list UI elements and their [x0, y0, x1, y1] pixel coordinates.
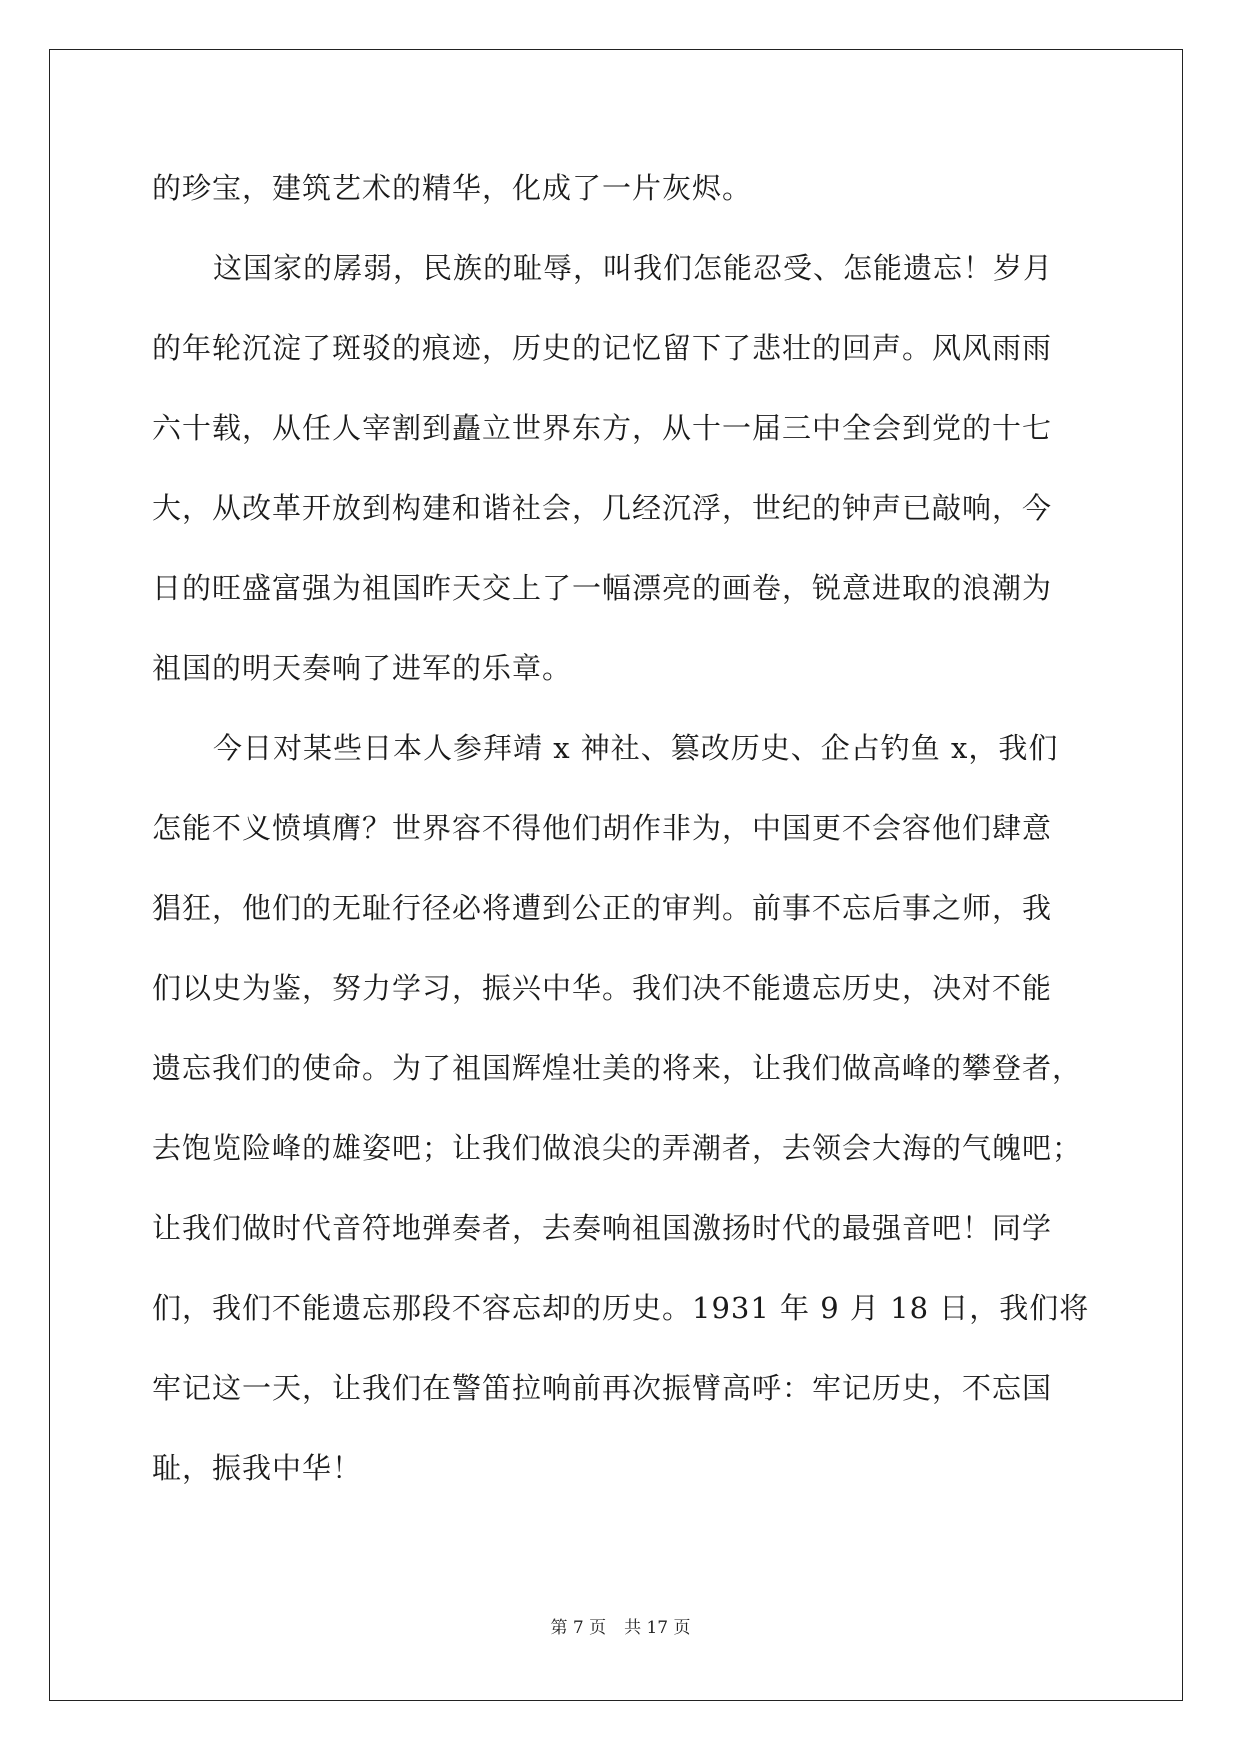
text-line: 这国家的孱弱，民族的耻辱，叫我们怎能忍受、怎能遗忘！岁月 [213, 251, 1054, 285]
text-line: 让我们做时代音符地弹奏者，去奏响祖国激扬时代的最强音吧！同学 [152, 1211, 1053, 1245]
page-total: 共 17 页 [624, 1618, 691, 1638]
text-line: 的年轮沉淀了斑驳的痕迹，历史的记忆留下了悲壮的回声。风风雨雨 [152, 331, 1053, 365]
text-line: 今日对某些日本人参拜靖 x 神社、篡改历史、企占钓鱼 x，我们 [213, 731, 1059, 765]
text-line: 遗忘我们的使命。为了祖国辉煌壮美的将来，让我们做高峰的攀登者， [152, 1051, 1083, 1085]
text-line: 大，从改革开放到构建和谐社会，几经沉浮，世纪的钟声已敲响，今 [152, 491, 1053, 525]
text-line: 猖狂，他们的无耻行径必将遭到公正的审判。前事不忘后事之师，我 [152, 891, 1053, 925]
text-line: 们，我们不能遗忘那段不容忘却的历史。1931 年 9 月 18 日，我们将 [152, 1291, 1090, 1325]
text-line: 祖国的明天奏响了进军的乐章。 [152, 651, 573, 685]
text-line: 牢记这一天，让我们在警笛拉响前再次振臂高呼：牢记历史，不忘国 [152, 1371, 1053, 1405]
document-body [152, 158, 1092, 1518]
text-line: 怎能不义愤填膺？世界容不得他们胡作非为，中国更不会容他们肆意 [152, 811, 1053, 845]
text-line: 耻，振我中华！ [152, 1451, 363, 1485]
page-footer [0, 1617, 1241, 1639]
text-line: 六十载，从任人宰割到矗立世界东方，从十一届三中全会到党的十七 [152, 411, 1053, 445]
text-line: 日的旺盛富强为祖国昨天交上了一幅漂亮的画卷，锐意进取的浪潮为 [152, 571, 1053, 605]
page-number: 第 7 页 [550, 1618, 607, 1638]
text-line: 的珍宝，建筑艺术的精华，化成了一片灰烬。 [152, 171, 753, 205]
text-line: 们以史为鉴，努力学习，振兴中华。我们决不能遗忘历史，决对不能 [152, 971, 1053, 1005]
text-line: 去饱览险峰的雄姿吧；让我们做浪尖的弄潮者，去领会大海的气魄吧； [152, 1131, 1083, 1165]
